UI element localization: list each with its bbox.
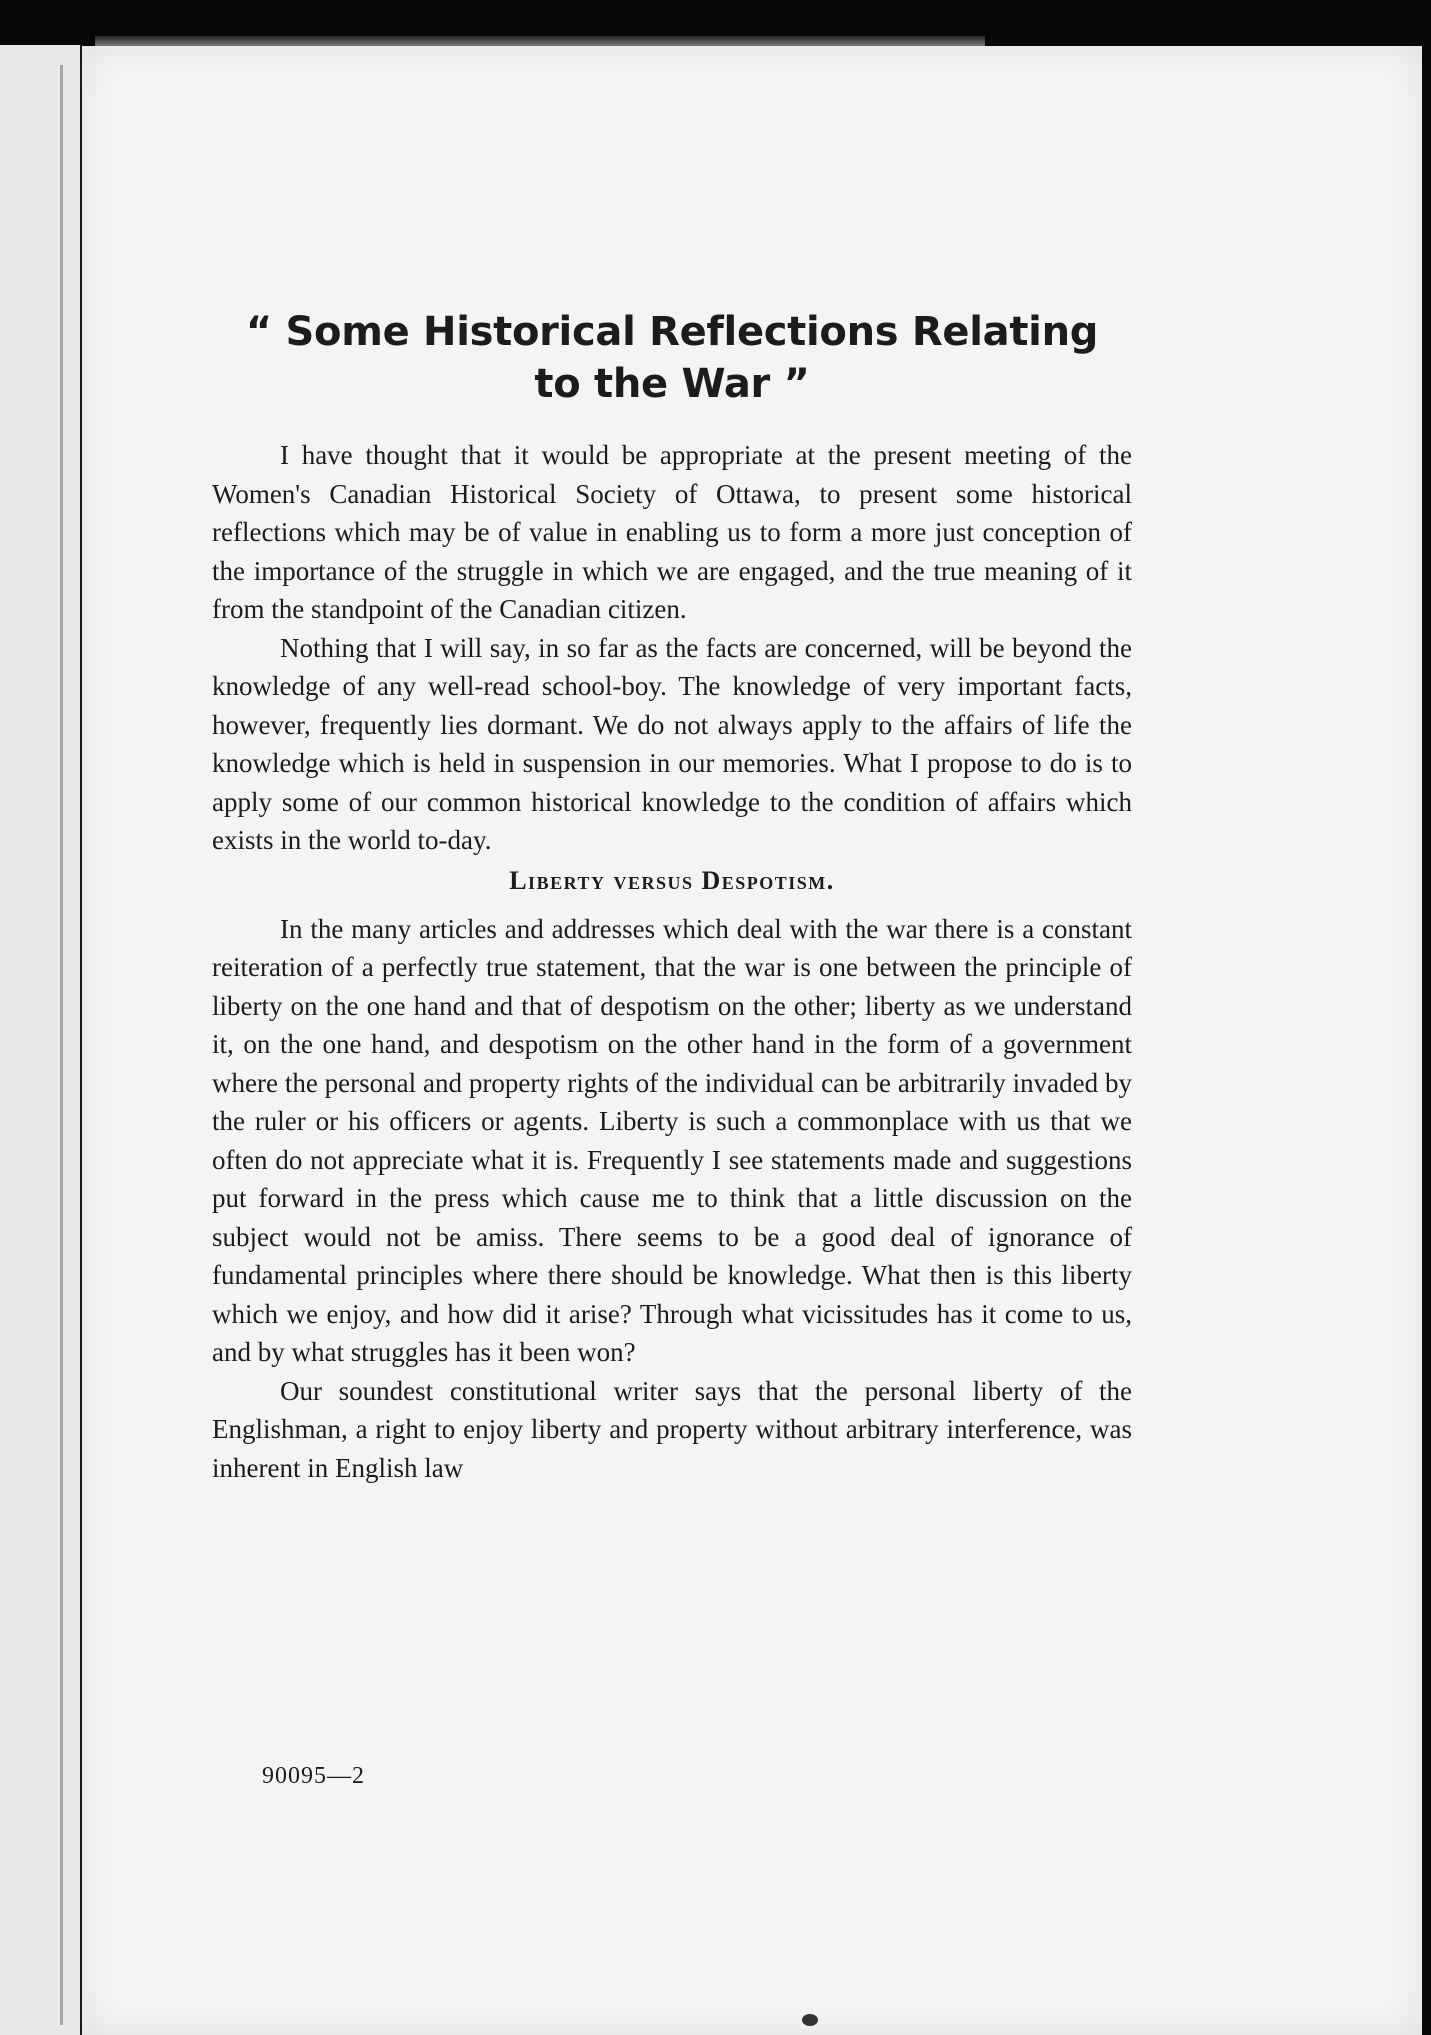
paragraph-1: I have thought that it would be appropriate at the present meeting of the Women's Canadian Historical Society of Ottawa, to present some historical reflections which may be of value in enabling us to form a more just conception of the importance of the struggle in which we are engaged, and the true meaning of it from the standpoint of the Canadian citizen. [212,440,1132,624]
title-line-1: “ Some Historical Reflections Relating [245,309,1099,355]
section-paragraph-2: Our soundest constitutional writer says that the personal liberty of the Englishman, a right to enjoy liberty and property without arbitrary interference, was inherent in English law [212,1375,1132,1483]
section-paragraph-1: In the many articles and addresses which deal with the war there is a constant reiteration of a perfectly true statement, that the war is one between the principle of liberty on the one hand and that of despotism on the other; liberty as we understand it, on the one hand, and despotism on the other hand in the form of a government where the personal and property rights of the individual can be arbitrarily invaded by the ruler or his officers or agents. Liberty is such a commonplace with us that we often do not appreciate what it is. Frequently I see statements made and suggestions put forward in the press which cause me to think that a little discussion on the subject would not be amiss. There seems to be a good deal of ignorance of fundamental principles where there should be knowledge. What then is this liberty which we enjoy, and how did it arise? Through what vicissitudes has it come to us, and by what struggles has it been won? [212,913,1132,1367]
page-content [212,306,1132,1487]
scan-speck-bottom [802,2014,818,2026]
adjacent-page-edge [0,45,83,2035]
printer-signature-code: 90095—2 [262,1763,365,1789]
section-heading: Liberty versus Despotism. [509,865,835,895]
paragraph-2: Nothing that I will say, in so far as the facts are concerned, will be beyond the knowledge of any well-read school-boy. The knowledge of very important facts, however, frequently lies dormant. We do not always apply to the affairs of life the knowledge which is held in suspension in our memories. What I propose to do is to apply some of our common historical knowledge to the condition of affairs which exists in the world to-day. [212,632,1132,855]
title-line-2: to the War ” [534,361,810,407]
document-page [82,46,1422,2035]
page-title [212,306,1132,410]
